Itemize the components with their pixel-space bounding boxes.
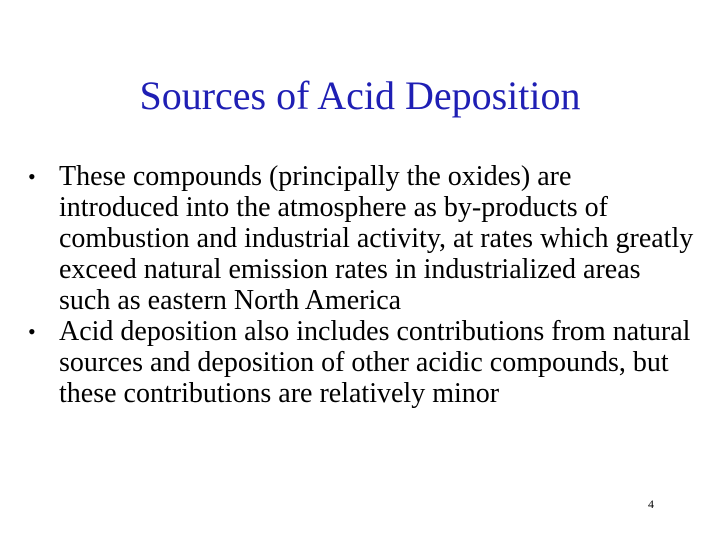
bullet-marker: • bbox=[28, 164, 36, 189]
bullet-marker: • bbox=[28, 319, 36, 344]
bullet-text: These compounds (principally the oxides) are introduced into the atmosphere as by-products of combustion and industrial activity, at rates which greatly exceed natural emission rates in industrialized areas such as eastern North America bbox=[59, 161, 694, 316]
bullet-item bbox=[28, 161, 696, 316]
bullet-text: Acid deposition also includes contributions from natural sources and deposition of other acidic compounds, but these contributions are relatively minor bbox=[59, 316, 691, 409]
bullet-list bbox=[28, 161, 696, 409]
page-number: 4 bbox=[648, 497, 654, 511]
bullet-item bbox=[28, 316, 696, 409]
slide-title: Sources of Acid Deposition bbox=[139, 73, 581, 118]
